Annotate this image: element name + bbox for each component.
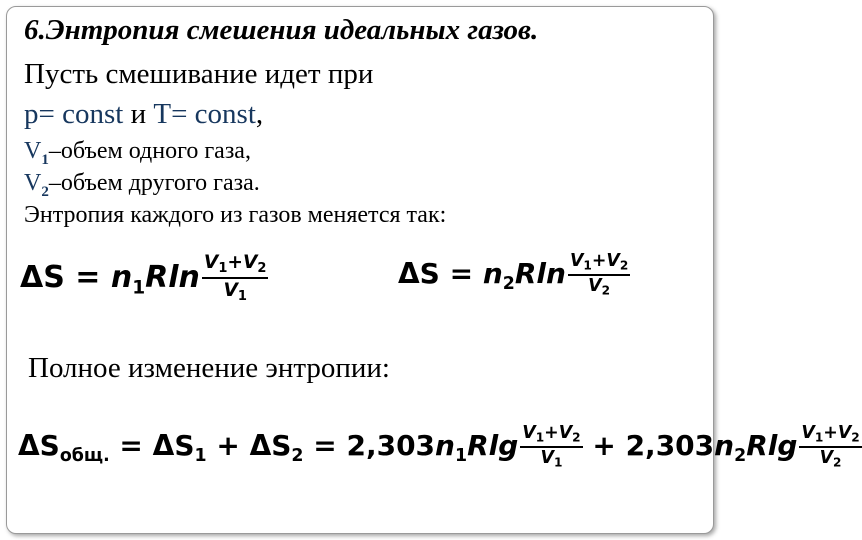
slide-title: 6.Энтропия смешения идеальных газов. xyxy=(24,14,539,46)
fraction: $\frac{V_1+V_2}{V_1}$ xyxy=(203,252,267,304)
fraction: $\frac{V_1+V_2}{V_2}$ xyxy=(569,251,629,298)
formula-gas-1: $\Delta S = n_1Rln$ $\frac{V_1+V_2}{V_1}$ xyxy=(20,252,267,304)
v1-text: –объем одного газа, xyxy=(48,138,251,164)
v2-text: –объем другого газа. xyxy=(48,170,260,196)
v2-definition xyxy=(24,170,260,201)
entropy-change-text: Энтропия каждого из газов меняется так: xyxy=(24,202,447,228)
total-change-text: Полное изменение энтропии: xyxy=(28,352,390,384)
fraction: $\frac{V_1+V_2}{V_1}$ xyxy=(522,423,581,470)
intro-text: Пусть смешивание идет при xyxy=(24,58,374,90)
temperature-condition: T= const xyxy=(153,98,256,130)
conjunction: и xyxy=(123,98,154,130)
formula-gas-2: $\Delta S = n_2Rln$ $\frac{V_1+V_2}{V_2}$ xyxy=(398,251,629,298)
fraction: $\frac{V_1+V_2}{V_2}$ xyxy=(801,423,860,470)
comma: , xyxy=(255,98,264,130)
pressure-condition: p= const xyxy=(24,98,124,130)
v2-symbol: V xyxy=(24,170,42,196)
v1-definition xyxy=(24,138,251,169)
v1-subscript: 1 xyxy=(41,152,49,168)
v2-subscript: 2 xyxy=(41,184,49,200)
conditions-line xyxy=(24,98,263,131)
formula-total: $\Delta S_{общ.} = \Delta S_1 + \Delta S_2 = 2,303n_1Rlg$ $\frac{V_1+V_2}{V_1}$ + $2,303n_2Rlg$ $\frac{V_1+V_2}{V_2}$ xyxy=(18,423,860,470)
v1-symbol: V xyxy=(24,138,42,164)
